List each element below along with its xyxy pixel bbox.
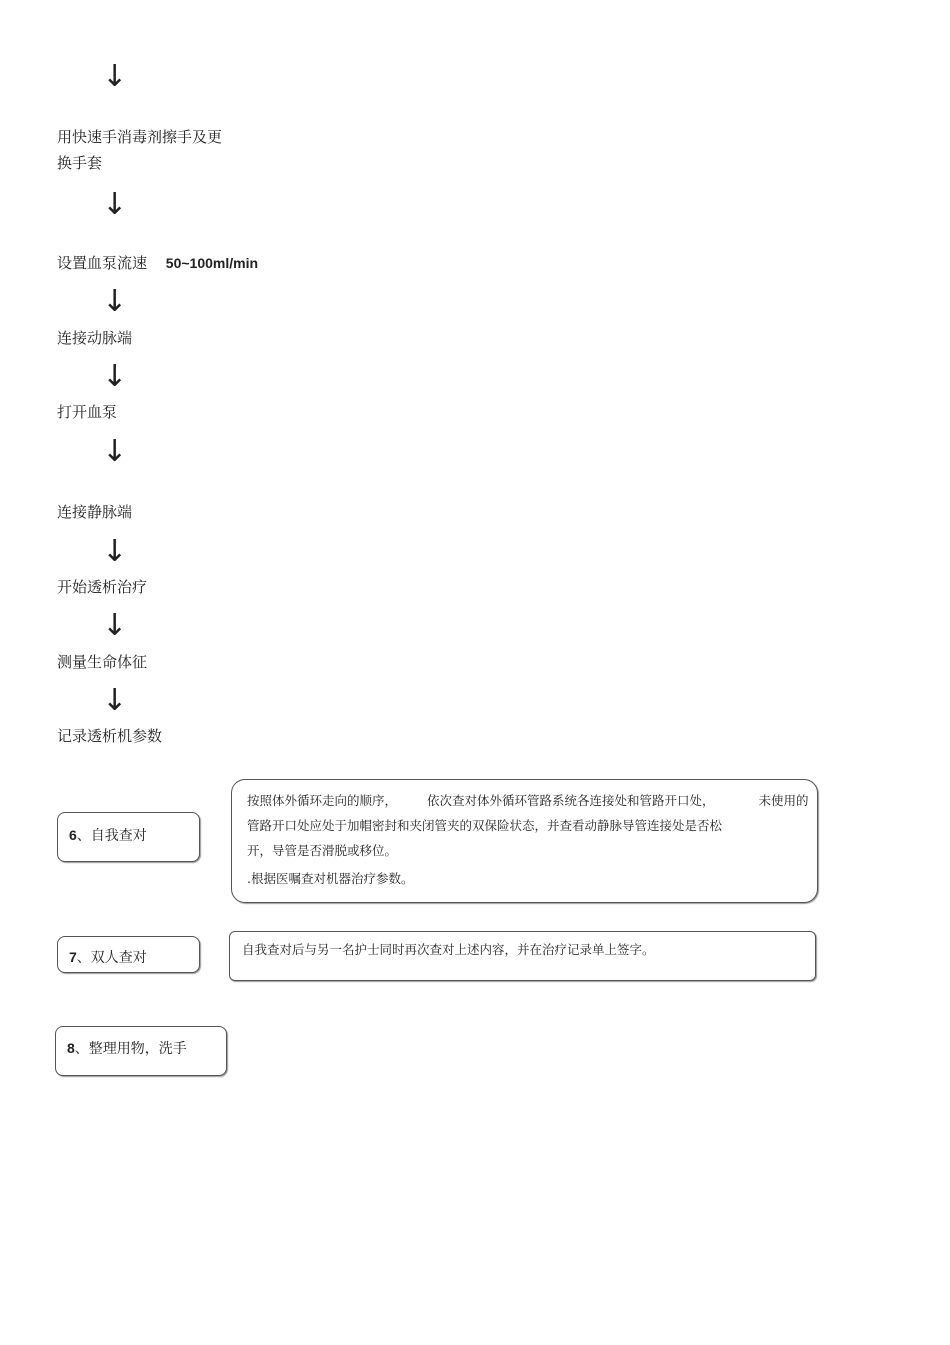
double-check-number: 7 (69, 949, 77, 965)
step-record-params: 记录透析机参数 (57, 727, 163, 745)
step-measure-vitals: 测量生命体征 (57, 653, 148, 671)
self-check-desc-line1a: 按照体外循环走向的顺序， (247, 793, 398, 808)
self-check-desc-line4: .根据医嘱查对机器治疗参数。 (247, 871, 414, 886)
self-check-desc-line3: 开，导管是否滑脱或移位。 (247, 843, 398, 858)
step-open-pump: 打开血泵 (57, 403, 118, 421)
self-check-number: 6 (69, 827, 77, 843)
step-connect-vein: 连接静脉端 (57, 503, 133, 521)
self-check-label (69, 825, 147, 846)
down-arrow-icon: ↓ (102, 434, 128, 469)
step-hand-disinfect-line1: 用快速手消毒剂擦手及更 (57, 128, 223, 146)
self-check-desc-line1c: 未使用的 (758, 793, 809, 808)
self-check-description-box (231, 779, 818, 903)
self-check-label-box (57, 812, 200, 862)
down-arrow-icon: ↓ (102, 59, 128, 94)
step-set-pump-speed-text: 设置血泵流速 (57, 254, 148, 272)
self-check-desc-line1b: 依次查对体外循环管路系统各连接处和管路开口处， (426, 793, 715, 808)
double-check-desc: 自我查对后与另一名护士同时再次查对上述内容，并在治疗记录单上签字。 (242, 942, 655, 957)
self-check-text: 、自我查对 (76, 828, 147, 844)
down-arrow-icon: ↓ (102, 359, 128, 394)
step-set-pump-speed (57, 250, 258, 276)
step-hand-disinfect (57, 124, 222, 176)
double-check-label-box (57, 936, 200, 973)
step-start-dialysis: 开始透析治疗 (57, 578, 148, 596)
double-check-description-box (229, 931, 816, 981)
down-arrow-icon: ↓ (102, 187, 128, 222)
down-arrow-icon: ↓ (102, 534, 128, 569)
down-arrow-icon: ↓ (102, 683, 128, 718)
double-check-label (69, 947, 147, 968)
pump-speed-value: 50~100ml/min (165, 255, 259, 271)
tidy-up-text: 、整理用物，洗手 (74, 1041, 187, 1057)
down-arrow-icon: ↓ (102, 284, 128, 319)
tidy-up-number: 8 (67, 1040, 75, 1056)
down-arrow-icon: ↓ (102, 608, 128, 643)
self-check-desc-line2: 管路开口处应处于加帽密封和夹闭管夹的双保险状态，并查看动静脉导管连接处是否松 (247, 818, 723, 833)
step-connect-artery: 连接动脉端 (57, 329, 133, 347)
self-check-desc-line1 (247, 788, 808, 813)
tidy-up-box (55, 1026, 227, 1076)
tidy-up-label (67, 1038, 187, 1059)
double-check-text: 、双人查对 (76, 950, 147, 966)
step-hand-disinfect-line2: 换手套 (57, 154, 103, 172)
